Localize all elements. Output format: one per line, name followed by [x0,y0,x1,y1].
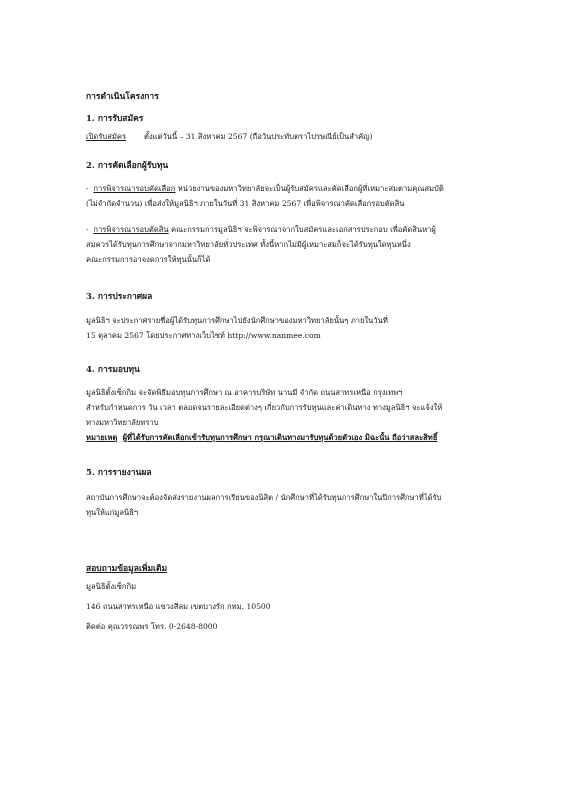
bullet-dash: - [86,184,89,193]
section-1-heading: 1. การรับสมัคร [86,114,144,124]
section-4-heading: 4. การมอบทุน [86,365,140,375]
application-period-label: เปิดรับสมัคร [86,132,127,141]
award-line-1: มูลนิธิตั้งเซ็กกิม จะจัดพิธีมอบทุนการศึกษา ณ อาคารบริษัท นานมี จำกัด ถนนสาทรเหนือ กรุงเทพฯ [86,388,403,397]
section-2-item-1 [86,181,486,211]
note-text: ผู้ที่ได้รับการคัดเลือกเข้ารับทุนการศึกษา กรุณาเดินทางมารับทุนด้วยตัวเอง มิฉะนั้น ถือว่าสละสิทธิ์ [122,433,438,442]
section-2-item-2 [86,222,486,267]
report-line-1: สถาบันการศึกษาจะต้องจัดส่งรายงานผลการเรียนของนิสิต / นักศึกษาที่ได้รับทุนการศึกษาในปีการศึกษาที่ได้รับ [86,493,442,502]
selection-round-line-1: หน่วยงานของมหาวิทยาลัยจะเป็นผู้รับสมัครและคัดเลือกผู้ที่เหมาะสมตามคุณสมบัติ [177,184,444,193]
section-3-heading: 3. การประกาศผล [86,292,153,302]
contact-organization: มูลนิธิตั้งเซ็กกิม [86,582,137,591]
selection-round-label: การพิจารณารอบคัดเลือก [93,184,176,193]
announcement-line-1: มูลนิธิฯ จะประกาศรายชื่อผู้ได้รับทุนการศึกษาไปยังนักศึกษาของมหาวิทยาลัยนั้นๆ ภายในวันที่ [86,316,388,325]
section-5-body [86,490,486,520]
section-1-body [86,129,486,144]
announcement-line-2: 15 ตุลาคม 2567 โดยประกาศทางเว็บไซท์ http://www.nanmee.com [86,331,321,340]
application-period-text: ตั้งแต่วันนี้ – 31 สิงหาคม 2567 (ถือวันประทับตราไปรษณีย์เป็นสำคัญ) [144,132,373,141]
contact-address: 146 ถนนสาทรเหนือ แขวงสีลม เขตบางรัก กทม. 10500 [86,602,271,611]
section-3-body [86,313,486,343]
note-label: หมายเหตุ [86,433,118,442]
report-line-2: ทุนให้แก่มูลนิธิฯ [86,508,139,517]
award-line-3: ทางมหาวิทยาลัยทราบ [86,418,159,427]
final-round-line-1: คณะกรรมการมูลนิธิฯ จะพิจารณาจากใบสมัครและเอกสารประกอบ เพื่อคัดสินหาผู้ [171,225,436,234]
contact-phone: ติดต่อ คุณวรรณพร โทร. 0-2648-8000 [86,622,218,631]
contact-heading: สอบถามข้อมูลเพิ่มเติม [86,564,168,574]
contact-body [86,579,486,634]
document-title: การดำเนินโครงการ [86,92,159,102]
award-line-2: สำหรับกำหนดการ วัน เวลา ตลอดจนรายละเอียดต่างๆ เกี่ยวกับการรับทุนและค่าเดินทาง ทางมูลนิธิฯ จะแจ้งให้ [86,403,443,412]
final-round-label: การพิจารณารอบตัดสิน [93,225,169,234]
section-5-heading: 5. การรายงานผล [86,468,152,478]
selection-round-line-2: (ไม่จำกัดจำนวน) เพื่อส่งให้มูลนิธิฯ ภายในวันที่ 31 สิงหาคม 2567 เพื่อพิจารณาคัดเลือกรอบตัดสิน [86,199,405,208]
final-round-line-2: สมควรได้รับทุนการศึกษาจากมหาวิทยาลัยทั่วประเทศ ทั้งนี้หากไม่มีผู้เหมาะสมก็จะได้รับทุนใดทุนหนึ่ง [86,240,411,249]
bullet-dash: - [86,225,89,234]
final-round-line-3: คณะกรรมการอาจงดการให้ทุนนั้นก็ได้ [86,255,211,264]
section-4-body [86,385,486,445]
section-2-heading: 2. การคัดเลือกผู้รับทุน [86,161,169,171]
